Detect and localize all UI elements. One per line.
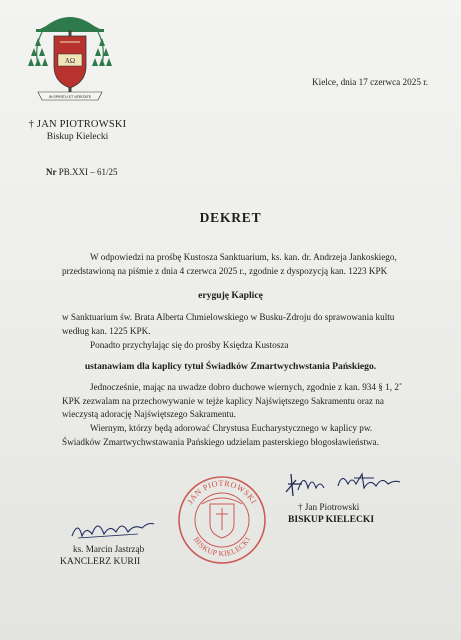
chancellor-handwritten-signature (68, 514, 158, 544)
paragraph-request (62, 251, 402, 278)
issuer-title: Biskup Kielecki (46, 132, 109, 142)
bishop-handwritten-signature (282, 466, 412, 502)
erection-statement: eryguję Kaplicę (198, 290, 263, 301)
paragraph-location (62, 311, 412, 338)
issuer-name: † JAN PIOTROWSKI (28, 119, 127, 130)
paragraph-request-granted (90, 339, 390, 353)
coat-motto: IN SPIRITU ET VERITATE (48, 95, 92, 99)
chancellor-signature-title: KANCLERZ KURII (60, 556, 141, 567)
paragraph-reservation (62, 381, 412, 422)
document-title: DEKRET (199, 210, 262, 225)
svg-text:ΑΩ: ΑΩ (64, 57, 76, 65)
text-line: Jednocześnie, mając na uwadze dobro duchowe wiernych, zgodnie z kan. 934 § 1, 2˚ (90, 382, 403, 392)
coat-of-arms-icon (24, 8, 116, 106)
text-line: Świadków Zmartwychwstawania Pańskiego udzielam pasterskiego błogosławieństwa. (62, 436, 379, 447)
reference-value: PB.XXI – 61/25 (58, 167, 118, 177)
svg-text:JAN PIOTROWSKI (186, 479, 259, 506)
episcopal-seal-stamp (176, 474, 268, 566)
reference-number (46, 167, 118, 177)
title-establishment: ustanawiam dla kaplicy tytuł Świadków Zmartwychwstania Pańskiego. (84, 361, 377, 372)
seal-top-text: JAN PIOTROWSKI (185, 478, 259, 506)
bishop-signature-title: BISKUP KIELECKI (288, 514, 375, 525)
place-and-date: Kielce, dnia 17 czerwca 2025 r. (312, 77, 429, 87)
chancellor-signature-name: ks. Marcin Jastrząb (73, 544, 145, 554)
bishop-signature-name: † Jan Piotrowski (298, 502, 360, 512)
text-line: KPK zezwalam na przechowywanie w tejże kaplicy Najświętszego Sakramentu oraz na (62, 395, 384, 406)
reference-label: Nr (46, 167, 57, 177)
seal-bottom-text: BISKUP KIELECKI (191, 535, 253, 559)
text-line: przedstawioną na piśmie z dnia 4 czerwca 2025 r., zgodnie z dyspozycją kan. 1223 KPK (62, 265, 388, 276)
text-line: wieczystą adorację Najświętszego Sakramentu. (62, 409, 236, 420)
text-line: według kan. 1225 KPK. (62, 325, 151, 336)
text-line: Wiernym, którzy będą adorować Chrystusa Eucharystycznego w kaplicy pw. (90, 423, 373, 433)
text-line: Ponadto przychylając się do prośby Księdza Kustosza (90, 340, 289, 350)
text-line: W odpowiedzi na prośbę Kustosza Sanktuarium, ks. kan. dr. Andrzeja Jankoskiego, (90, 252, 397, 262)
paragraph-blessing (62, 422, 412, 449)
text-line: w Sanktuarium św. Brata Alberta Chmielowskiego w Busku-Zdroju do sprawowania kultu (62, 312, 395, 322)
